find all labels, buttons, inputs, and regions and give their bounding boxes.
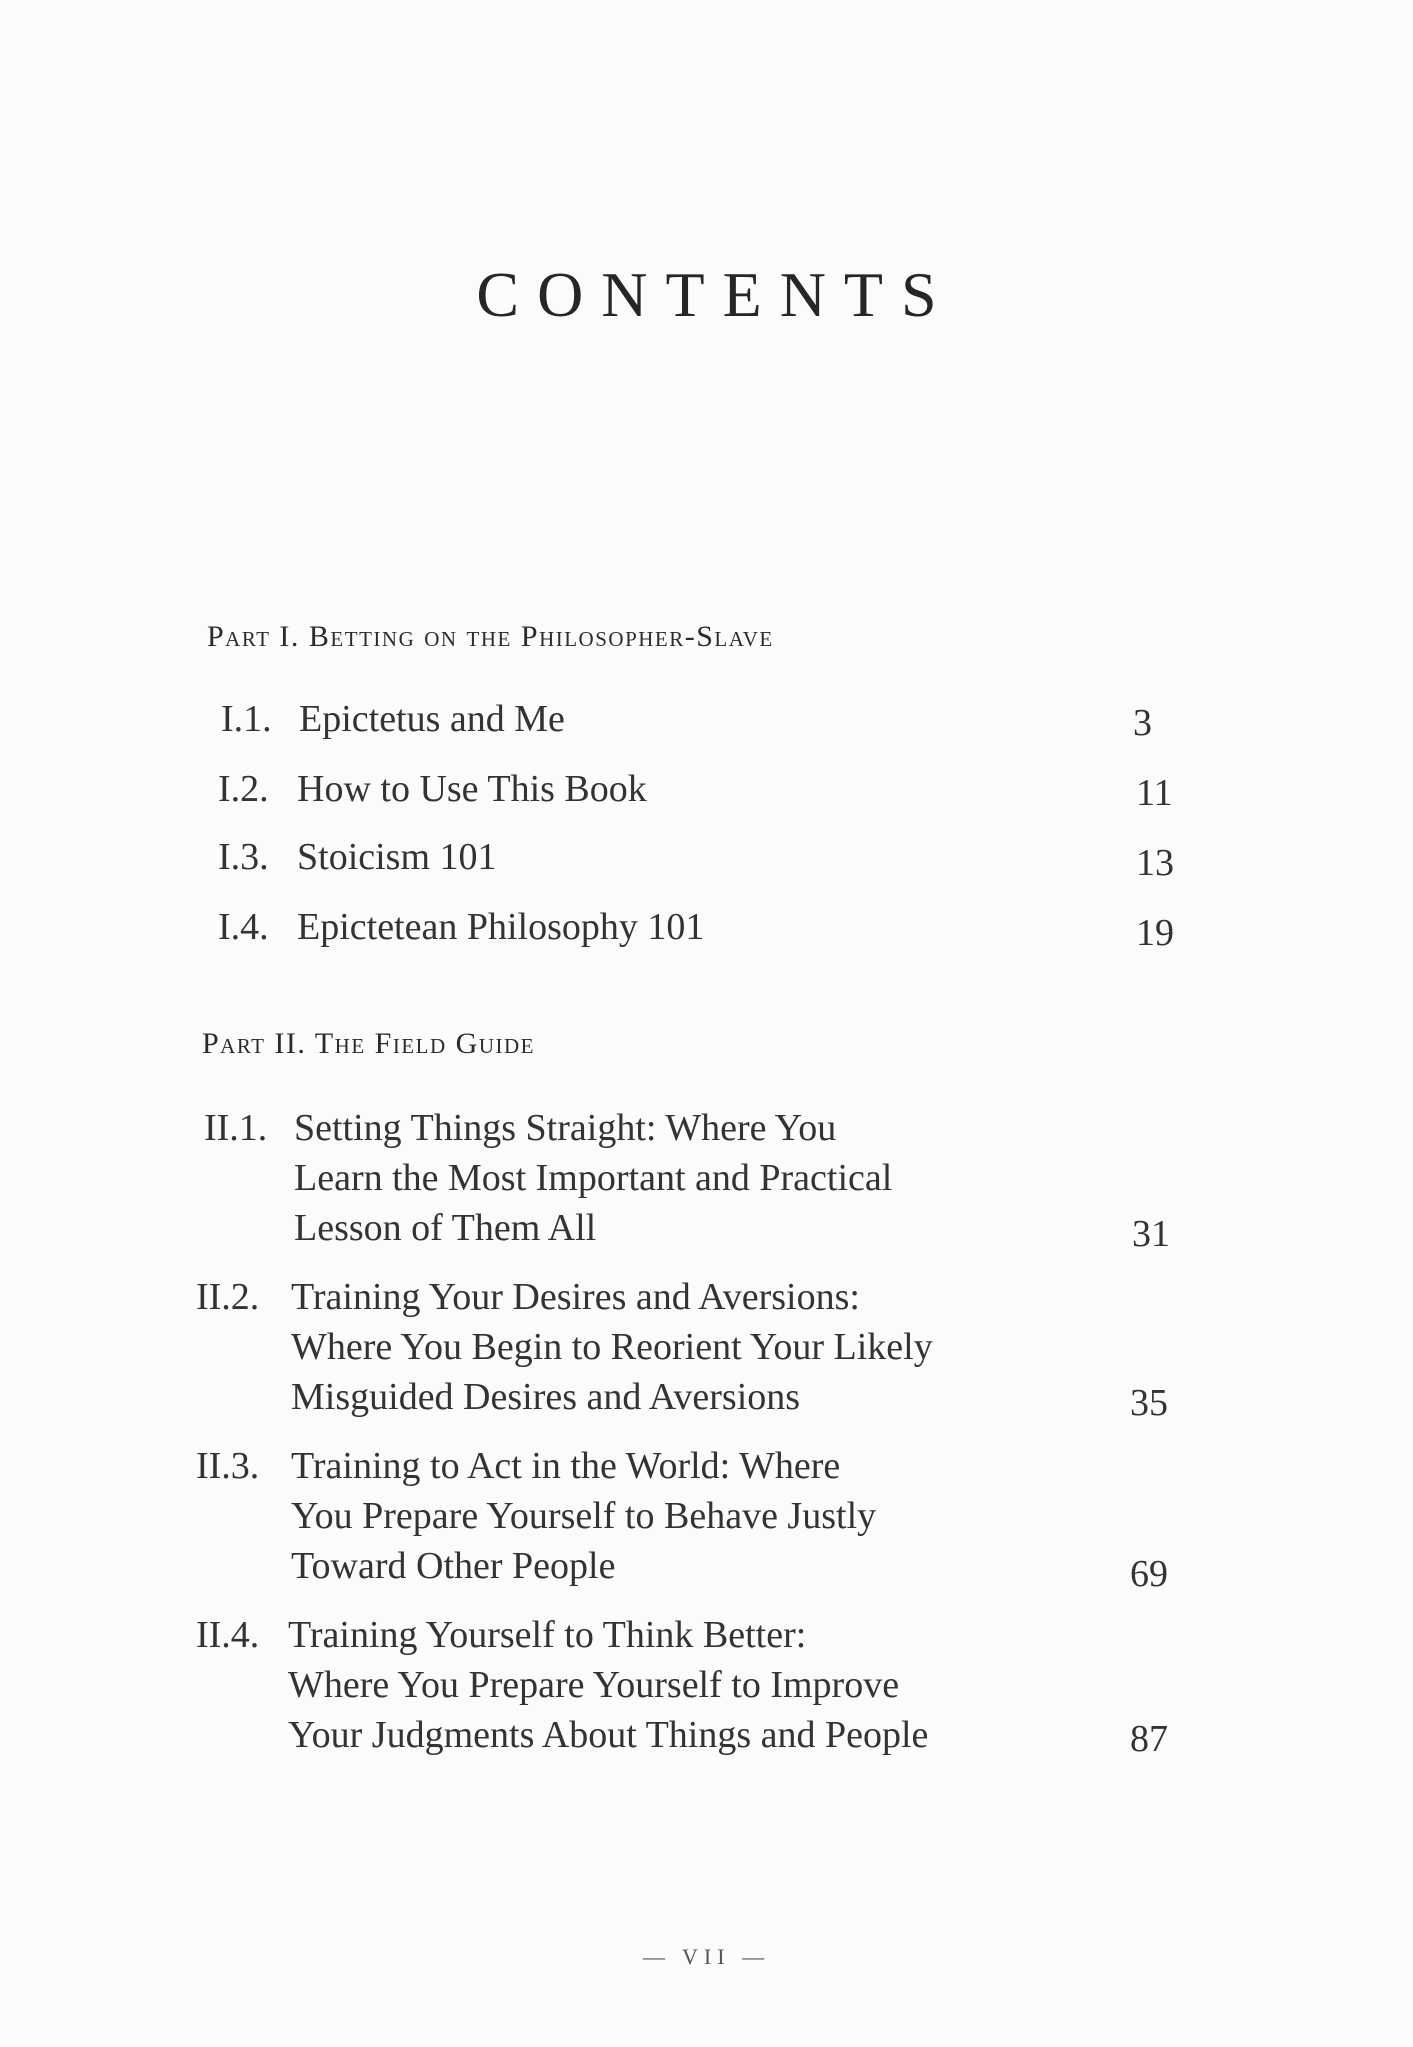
toc-entry[interactable] <box>204 1103 1184 1253</box>
toc-entry[interactable] <box>221 694 1181 744</box>
entry-title: Training to Act in the World: Where You Prepare Yourself to Behave Justly Toward Other People <box>291 1445 877 1587</box>
page-title: CONTENTS <box>476 259 955 330</box>
page-folio: — VII — <box>642 1944 771 1969</box>
toc-entry[interactable] <box>196 1272 1176 1422</box>
entry-page-number: 35 <box>1130 1382 1168 1424</box>
entry-title: Epictetean Philosophy 101 <box>297 906 705 948</box>
entry-number: I.4. <box>218 906 269 948</box>
toc-entry[interactable] <box>218 764 1178 814</box>
entry-number: II.1. <box>204 1107 268 1149</box>
entry-number: II.2. <box>196 1276 260 1318</box>
entry-page-number: 13 <box>1136 842 1174 884</box>
part-heading-1: Part I. Betting on the Philosopher-Slave <box>207 620 774 653</box>
entry-page-number: 3 <box>1133 702 1152 744</box>
entry-title: How to Use This Book <box>297 768 647 810</box>
entry-title: Training Yourself to Think Better: Where You Prepare Yourself to Improve Your Judgments About Things and People <box>288 1614 929 1756</box>
toc-entry[interactable] <box>196 1441 1176 1595</box>
toc-entry[interactable] <box>196 1610 1176 1760</box>
entry-title: Setting Things Straight: Where You Learn the Most Important and Practical Lesson of Them All <box>294 1107 893 1249</box>
toc-entry[interactable] <box>218 832 1178 882</box>
entry-title: Stoicism 101 <box>297 836 497 878</box>
entry-page-number: 87 <box>1130 1718 1168 1760</box>
entry-number: II.3. <box>196 1445 260 1487</box>
entry-number: I.3. <box>218 836 269 878</box>
entry-number: I.2. <box>218 768 269 810</box>
entry-page-number: 19 <box>1136 912 1174 954</box>
entry-page-number: 31 <box>1132 1213 1170 1255</box>
entry-title: Training Your Desires and Aversions: Where You Begin to Reorient Your Likely Misguided Desires and Aversions <box>291 1276 933 1418</box>
entry-title: Epictetus and Me <box>299 698 565 740</box>
part-heading-2: Part II. The Field Guide <box>202 1027 535 1060</box>
entry-number: II.4. <box>196 1614 260 1656</box>
entry-page-number: 11 <box>1136 772 1173 814</box>
entry-number: I.1. <box>221 698 272 740</box>
toc-entry[interactable] <box>218 902 1178 952</box>
entry-page-number: 69 <box>1130 1553 1168 1595</box>
